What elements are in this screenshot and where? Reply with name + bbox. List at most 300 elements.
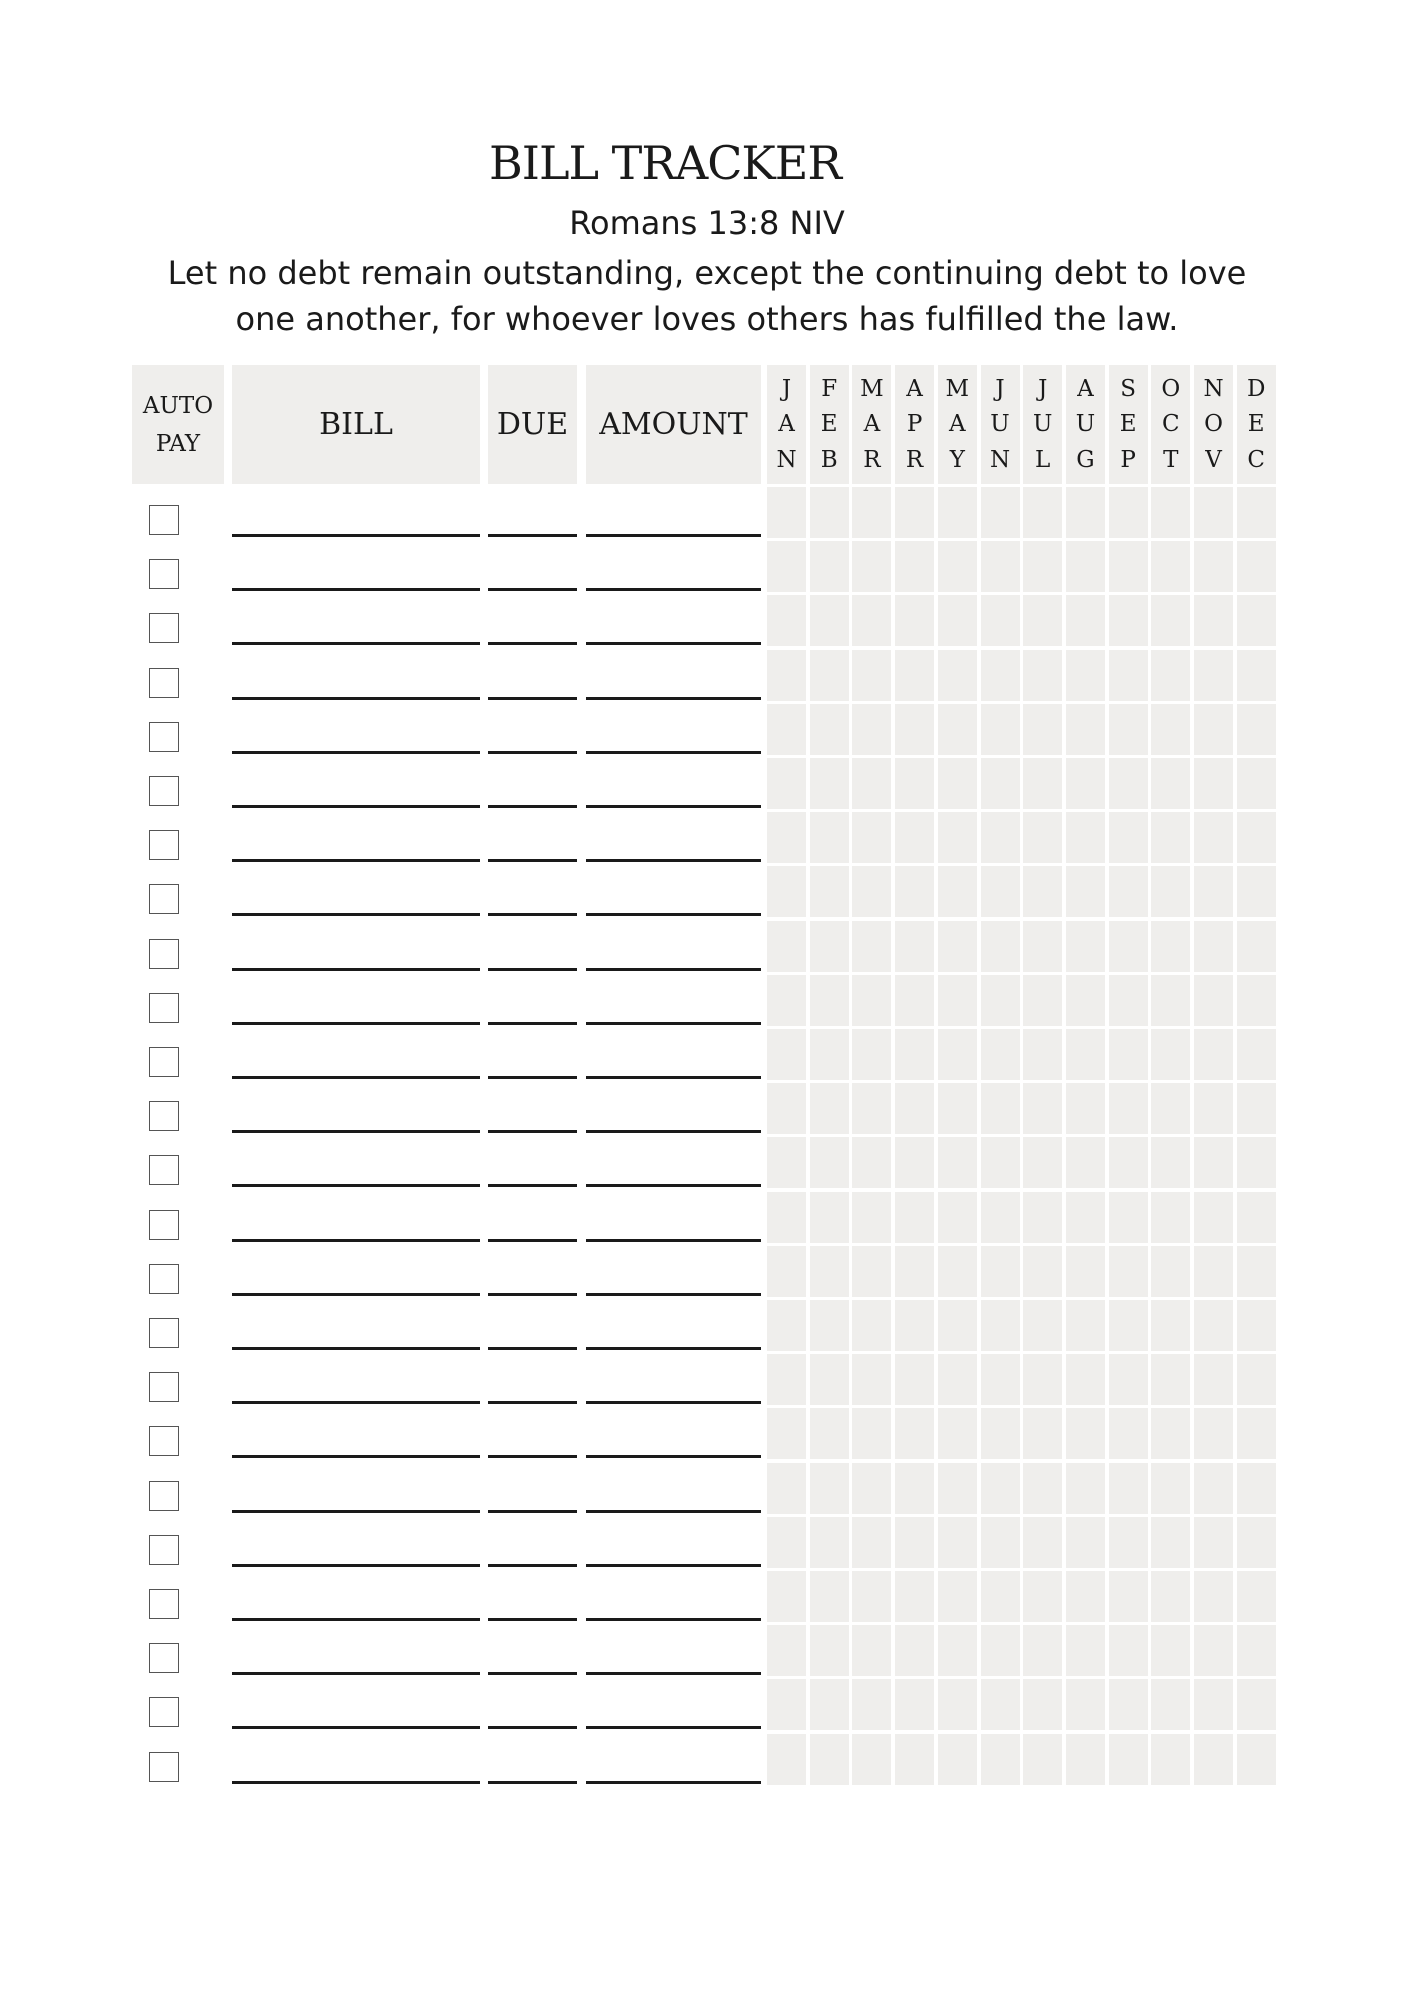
paid-cell-nov[interactable] bbox=[1194, 1192, 1233, 1243]
paid-cell-nov[interactable] bbox=[1194, 704, 1233, 755]
paid-cell-jul[interactable] bbox=[1023, 1734, 1062, 1785]
paid-cell-feb[interactable] bbox=[810, 1300, 849, 1351]
paid-cell-jun[interactable] bbox=[981, 758, 1020, 809]
paid-cell-feb[interactable] bbox=[810, 1192, 849, 1243]
paid-cell-feb[interactable] bbox=[810, 1734, 849, 1785]
paid-cell-dec[interactable] bbox=[1237, 1463, 1276, 1514]
due-line[interactable] bbox=[488, 1455, 577, 1458]
paid-cell-mar[interactable] bbox=[852, 1679, 891, 1730]
amount-line[interactable] bbox=[586, 1076, 761, 1079]
paid-cell-aug[interactable] bbox=[1066, 1463, 1105, 1514]
paid-cell-aug[interactable] bbox=[1066, 921, 1105, 972]
paid-cell-feb[interactable] bbox=[810, 812, 849, 863]
paid-cell-aug[interactable] bbox=[1066, 487, 1105, 538]
amount-line[interactable] bbox=[586, 642, 761, 645]
paid-cell-may[interactable] bbox=[938, 1517, 977, 1568]
paid-cell-may[interactable] bbox=[938, 1300, 977, 1351]
paid-cell-feb[interactable] bbox=[810, 1029, 849, 1080]
paid-cell-jul[interactable] bbox=[1023, 1029, 1062, 1080]
paid-cell-aug[interactable] bbox=[1066, 812, 1105, 863]
auto-pay-checkbox[interactable] bbox=[149, 613, 179, 643]
paid-cell-jan[interactable] bbox=[767, 1300, 806, 1351]
paid-cell-dec[interactable] bbox=[1237, 1354, 1276, 1405]
amount-line[interactable] bbox=[586, 1510, 761, 1513]
paid-cell-sep[interactable] bbox=[1109, 1354, 1148, 1405]
paid-cell-dec[interactable] bbox=[1237, 1083, 1276, 1134]
paid-cell-mar[interactable] bbox=[852, 975, 891, 1026]
paid-cell-aug[interactable] bbox=[1066, 650, 1105, 701]
paid-cell-may[interactable] bbox=[938, 487, 977, 538]
paid-cell-nov[interactable] bbox=[1194, 1625, 1233, 1676]
paid-cell-nov[interactable] bbox=[1194, 1137, 1233, 1188]
bill-line[interactable] bbox=[232, 805, 480, 808]
paid-cell-mar[interactable] bbox=[852, 541, 891, 592]
paid-cell-may[interactable] bbox=[938, 866, 977, 917]
amount-line[interactable] bbox=[586, 805, 761, 808]
paid-cell-mar[interactable] bbox=[852, 1734, 891, 1785]
paid-cell-jun[interactable] bbox=[981, 975, 1020, 1026]
paid-cell-feb[interactable] bbox=[810, 866, 849, 917]
due-line[interactable] bbox=[488, 1347, 577, 1350]
due-line[interactable] bbox=[488, 1510, 577, 1513]
paid-cell-jul[interactable] bbox=[1023, 1083, 1062, 1134]
bill-line[interactable] bbox=[232, 1184, 480, 1187]
paid-cell-jun[interactable] bbox=[981, 812, 1020, 863]
paid-cell-feb[interactable] bbox=[810, 704, 849, 755]
paid-cell-jul[interactable] bbox=[1023, 1517, 1062, 1568]
paid-cell-oct[interactable] bbox=[1151, 1192, 1190, 1243]
paid-cell-feb[interactable] bbox=[810, 650, 849, 701]
amount-line[interactable] bbox=[586, 1781, 761, 1784]
paid-cell-aug[interactable] bbox=[1066, 704, 1105, 755]
paid-cell-sep[interactable] bbox=[1109, 866, 1148, 917]
paid-cell-may[interactable] bbox=[938, 1734, 977, 1785]
paid-cell-nov[interactable] bbox=[1194, 1029, 1233, 1080]
paid-cell-jan[interactable] bbox=[767, 866, 806, 917]
paid-cell-may[interactable] bbox=[938, 1029, 977, 1080]
paid-cell-jun[interactable] bbox=[981, 1408, 1020, 1459]
paid-cell-may[interactable] bbox=[938, 1625, 977, 1676]
due-line[interactable] bbox=[488, 1293, 577, 1296]
auto-pay-checkbox[interactable] bbox=[149, 1210, 179, 1240]
paid-cell-jun[interactable] bbox=[981, 650, 1020, 701]
auto-pay-checkbox[interactable] bbox=[149, 1481, 179, 1511]
bill-line[interactable] bbox=[232, 642, 480, 645]
paid-cell-aug[interactable] bbox=[1066, 1137, 1105, 1188]
paid-cell-may[interactable] bbox=[938, 595, 977, 646]
due-line[interactable] bbox=[488, 1781, 577, 1784]
paid-cell-apr[interactable] bbox=[895, 1625, 934, 1676]
paid-cell-dec[interactable] bbox=[1237, 487, 1276, 538]
paid-cell-aug[interactable] bbox=[1066, 758, 1105, 809]
amount-line[interactable] bbox=[586, 1130, 761, 1133]
paid-cell-mar[interactable] bbox=[852, 812, 891, 863]
paid-cell-aug[interactable] bbox=[1066, 1734, 1105, 1785]
paid-cell-oct[interactable] bbox=[1151, 758, 1190, 809]
paid-cell-nov[interactable] bbox=[1194, 1083, 1233, 1134]
paid-cell-jan[interactable] bbox=[767, 758, 806, 809]
paid-cell-jul[interactable] bbox=[1023, 975, 1062, 1026]
paid-cell-jan[interactable] bbox=[767, 650, 806, 701]
paid-cell-apr[interactable] bbox=[895, 1137, 934, 1188]
auto-pay-checkbox[interactable] bbox=[149, 993, 179, 1023]
paid-cell-dec[interactable] bbox=[1237, 1029, 1276, 1080]
paid-cell-feb[interactable] bbox=[810, 1083, 849, 1134]
paid-cell-sep[interactable] bbox=[1109, 541, 1148, 592]
paid-cell-oct[interactable] bbox=[1151, 1300, 1190, 1351]
auto-pay-checkbox[interactable] bbox=[149, 1047, 179, 1077]
paid-cell-apr[interactable] bbox=[895, 1083, 934, 1134]
auto-pay-checkbox[interactable] bbox=[149, 1589, 179, 1619]
paid-cell-apr[interactable] bbox=[895, 866, 934, 917]
paid-cell-mar[interactable] bbox=[852, 1463, 891, 1514]
paid-cell-mar[interactable] bbox=[852, 1246, 891, 1297]
paid-cell-mar[interactable] bbox=[852, 1083, 891, 1134]
amount-line[interactable] bbox=[586, 1455, 761, 1458]
paid-cell-jun[interactable] bbox=[981, 1679, 1020, 1730]
paid-cell-jul[interactable] bbox=[1023, 1300, 1062, 1351]
auto-pay-checkbox[interactable] bbox=[149, 1643, 179, 1673]
paid-cell-dec[interactable] bbox=[1237, 812, 1276, 863]
paid-cell-dec[interactable] bbox=[1237, 975, 1276, 1026]
paid-cell-sep[interactable] bbox=[1109, 1571, 1148, 1622]
amount-line[interactable] bbox=[586, 1239, 761, 1242]
paid-cell-aug[interactable] bbox=[1066, 1354, 1105, 1405]
auto-pay-checkbox[interactable] bbox=[149, 884, 179, 914]
paid-cell-jul[interactable] bbox=[1023, 704, 1062, 755]
paid-cell-nov[interactable] bbox=[1194, 921, 1233, 972]
amount-line[interactable] bbox=[586, 1184, 761, 1187]
paid-cell-may[interactable] bbox=[938, 1354, 977, 1405]
paid-cell-dec[interactable] bbox=[1237, 1300, 1276, 1351]
paid-cell-dec[interactable] bbox=[1237, 1246, 1276, 1297]
paid-cell-jul[interactable] bbox=[1023, 1408, 1062, 1459]
paid-cell-apr[interactable] bbox=[895, 595, 934, 646]
due-line[interactable] bbox=[488, 1672, 577, 1675]
paid-cell-dec[interactable] bbox=[1237, 1192, 1276, 1243]
paid-cell-dec[interactable] bbox=[1237, 650, 1276, 701]
due-line[interactable] bbox=[488, 588, 577, 591]
paid-cell-sep[interactable] bbox=[1109, 1408, 1148, 1459]
paid-cell-may[interactable] bbox=[938, 1083, 977, 1134]
paid-cell-nov[interactable] bbox=[1194, 1408, 1233, 1459]
paid-cell-jun[interactable] bbox=[981, 487, 1020, 538]
due-line[interactable] bbox=[488, 1184, 577, 1187]
paid-cell-oct[interactable] bbox=[1151, 1734, 1190, 1785]
amount-line[interactable] bbox=[586, 913, 761, 916]
paid-cell-jul[interactable] bbox=[1023, 1354, 1062, 1405]
paid-cell-oct[interactable] bbox=[1151, 1354, 1190, 1405]
due-line[interactable] bbox=[488, 534, 577, 537]
amount-line[interactable] bbox=[586, 1347, 761, 1350]
paid-cell-dec[interactable] bbox=[1237, 1679, 1276, 1730]
paid-cell-apr[interactable] bbox=[895, 1679, 934, 1730]
amount-line[interactable] bbox=[586, 1618, 761, 1621]
paid-cell-sep[interactable] bbox=[1109, 1192, 1148, 1243]
paid-cell-may[interactable] bbox=[938, 541, 977, 592]
paid-cell-jan[interactable] bbox=[767, 1246, 806, 1297]
auto-pay-checkbox[interactable] bbox=[149, 1426, 179, 1456]
paid-cell-dec[interactable] bbox=[1237, 595, 1276, 646]
paid-cell-aug[interactable] bbox=[1066, 1571, 1105, 1622]
auto-pay-checkbox[interactable] bbox=[149, 1697, 179, 1727]
paid-cell-mar[interactable] bbox=[852, 866, 891, 917]
auto-pay-checkbox[interactable] bbox=[149, 1101, 179, 1131]
paid-cell-mar[interactable] bbox=[852, 1571, 891, 1622]
paid-cell-jun[interactable] bbox=[981, 1463, 1020, 1514]
bill-line[interactable] bbox=[232, 859, 480, 862]
paid-cell-sep[interactable] bbox=[1109, 1300, 1148, 1351]
paid-cell-feb[interactable] bbox=[810, 1679, 849, 1730]
paid-cell-jan[interactable] bbox=[767, 541, 806, 592]
paid-cell-may[interactable] bbox=[938, 1246, 977, 1297]
paid-cell-aug[interactable] bbox=[1066, 1408, 1105, 1459]
paid-cell-may[interactable] bbox=[938, 812, 977, 863]
paid-cell-nov[interactable] bbox=[1194, 1679, 1233, 1730]
paid-cell-oct[interactable] bbox=[1151, 1246, 1190, 1297]
paid-cell-apr[interactable] bbox=[895, 758, 934, 809]
paid-cell-feb[interactable] bbox=[810, 1571, 849, 1622]
paid-cell-aug[interactable] bbox=[1066, 975, 1105, 1026]
paid-cell-oct[interactable] bbox=[1151, 1625, 1190, 1676]
amount-line[interactable] bbox=[586, 588, 761, 591]
paid-cell-aug[interactable] bbox=[1066, 595, 1105, 646]
paid-cell-jan[interactable] bbox=[767, 1463, 806, 1514]
paid-cell-mar[interactable] bbox=[852, 758, 891, 809]
amount-line[interactable] bbox=[586, 968, 761, 971]
paid-cell-dec[interactable] bbox=[1237, 1625, 1276, 1676]
paid-cell-oct[interactable] bbox=[1151, 487, 1190, 538]
paid-cell-aug[interactable] bbox=[1066, 866, 1105, 917]
paid-cell-may[interactable] bbox=[938, 704, 977, 755]
paid-cell-nov[interactable] bbox=[1194, 866, 1233, 917]
paid-cell-sep[interactable] bbox=[1109, 1137, 1148, 1188]
paid-cell-jul[interactable] bbox=[1023, 758, 1062, 809]
amount-line[interactable] bbox=[586, 1401, 761, 1404]
bill-line[interactable] bbox=[232, 968, 480, 971]
due-line[interactable] bbox=[488, 697, 577, 700]
paid-cell-mar[interactable] bbox=[852, 1408, 891, 1459]
paid-cell-apr[interactable] bbox=[895, 650, 934, 701]
paid-cell-jun[interactable] bbox=[981, 1246, 1020, 1297]
paid-cell-dec[interactable] bbox=[1237, 1408, 1276, 1459]
paid-cell-apr[interactable] bbox=[895, 1517, 934, 1568]
due-line[interactable] bbox=[488, 751, 577, 754]
bill-line[interactable] bbox=[232, 1239, 480, 1242]
paid-cell-nov[interactable] bbox=[1194, 541, 1233, 592]
due-line[interactable] bbox=[488, 1618, 577, 1621]
bill-line[interactable] bbox=[232, 1672, 480, 1675]
bill-line[interactable] bbox=[232, 1726, 480, 1729]
paid-cell-jan[interactable] bbox=[767, 975, 806, 1026]
paid-cell-jul[interactable] bbox=[1023, 595, 1062, 646]
paid-cell-jun[interactable] bbox=[981, 704, 1020, 755]
paid-cell-apr[interactable] bbox=[895, 812, 934, 863]
paid-cell-dec[interactable] bbox=[1237, 866, 1276, 917]
amount-line[interactable] bbox=[586, 859, 761, 862]
paid-cell-mar[interactable] bbox=[852, 595, 891, 646]
paid-cell-oct[interactable] bbox=[1151, 650, 1190, 701]
paid-cell-apr[interactable] bbox=[895, 1354, 934, 1405]
paid-cell-nov[interactable] bbox=[1194, 1571, 1233, 1622]
paid-cell-dec[interactable] bbox=[1237, 1734, 1276, 1785]
paid-cell-mar[interactable] bbox=[852, 704, 891, 755]
paid-cell-oct[interactable] bbox=[1151, 704, 1190, 755]
paid-cell-jul[interactable] bbox=[1023, 1625, 1062, 1676]
paid-cell-oct[interactable] bbox=[1151, 1408, 1190, 1459]
auto-pay-checkbox[interactable] bbox=[149, 830, 179, 860]
paid-cell-aug[interactable] bbox=[1066, 1517, 1105, 1568]
paid-cell-oct[interactable] bbox=[1151, 1137, 1190, 1188]
paid-cell-sep[interactable] bbox=[1109, 1734, 1148, 1785]
paid-cell-oct[interactable] bbox=[1151, 1571, 1190, 1622]
paid-cell-jun[interactable] bbox=[981, 1083, 1020, 1134]
paid-cell-jun[interactable] bbox=[981, 1625, 1020, 1676]
paid-cell-mar[interactable] bbox=[852, 1300, 891, 1351]
paid-cell-feb[interactable] bbox=[810, 975, 849, 1026]
paid-cell-sep[interactable] bbox=[1109, 1463, 1148, 1514]
paid-cell-apr[interactable] bbox=[895, 1300, 934, 1351]
paid-cell-jul[interactable] bbox=[1023, 866, 1062, 917]
paid-cell-jun[interactable] bbox=[981, 866, 1020, 917]
bill-line[interactable] bbox=[232, 697, 480, 700]
paid-cell-jul[interactable] bbox=[1023, 812, 1062, 863]
paid-cell-jan[interactable] bbox=[767, 487, 806, 538]
paid-cell-apr[interactable] bbox=[895, 1408, 934, 1459]
paid-cell-mar[interactable] bbox=[852, 1625, 891, 1676]
paid-cell-nov[interactable] bbox=[1194, 812, 1233, 863]
auto-pay-checkbox[interactable] bbox=[149, 1264, 179, 1294]
paid-cell-nov[interactable] bbox=[1194, 1463, 1233, 1514]
due-line[interactable] bbox=[488, 1239, 577, 1242]
paid-cell-feb[interactable] bbox=[810, 541, 849, 592]
paid-cell-aug[interactable] bbox=[1066, 1679, 1105, 1730]
paid-cell-jan[interactable] bbox=[767, 595, 806, 646]
paid-cell-nov[interactable] bbox=[1194, 758, 1233, 809]
paid-cell-aug[interactable] bbox=[1066, 541, 1105, 592]
paid-cell-oct[interactable] bbox=[1151, 975, 1190, 1026]
auto-pay-checkbox[interactable] bbox=[149, 939, 179, 969]
bill-line[interactable] bbox=[232, 1293, 480, 1296]
paid-cell-nov[interactable] bbox=[1194, 1734, 1233, 1785]
paid-cell-oct[interactable] bbox=[1151, 866, 1190, 917]
paid-cell-mar[interactable] bbox=[852, 487, 891, 538]
paid-cell-oct[interactable] bbox=[1151, 1679, 1190, 1730]
paid-cell-jun[interactable] bbox=[981, 921, 1020, 972]
bill-line[interactable] bbox=[232, 1347, 480, 1350]
paid-cell-jan[interactable] bbox=[767, 1571, 806, 1622]
paid-cell-aug[interactable] bbox=[1066, 1192, 1105, 1243]
paid-cell-sep[interactable] bbox=[1109, 1517, 1148, 1568]
amount-line[interactable] bbox=[586, 1726, 761, 1729]
due-line[interactable] bbox=[488, 913, 577, 916]
paid-cell-sep[interactable] bbox=[1109, 1679, 1148, 1730]
auto-pay-checkbox[interactable] bbox=[149, 722, 179, 752]
auto-pay-checkbox[interactable] bbox=[149, 1372, 179, 1402]
auto-pay-checkbox[interactable] bbox=[149, 1318, 179, 1348]
bill-line[interactable] bbox=[232, 1130, 480, 1133]
bill-line[interactable] bbox=[232, 1564, 480, 1567]
paid-cell-feb[interactable] bbox=[810, 595, 849, 646]
paid-cell-apr[interactable] bbox=[895, 1246, 934, 1297]
paid-cell-jan[interactable] bbox=[767, 1137, 806, 1188]
paid-cell-mar[interactable] bbox=[852, 1192, 891, 1243]
paid-cell-feb[interactable] bbox=[810, 1463, 849, 1514]
paid-cell-jun[interactable] bbox=[981, 1571, 1020, 1622]
paid-cell-jul[interactable] bbox=[1023, 487, 1062, 538]
amount-line[interactable] bbox=[586, 751, 761, 754]
paid-cell-jan[interactable] bbox=[767, 1192, 806, 1243]
auto-pay-checkbox[interactable] bbox=[149, 1752, 179, 1782]
paid-cell-jan[interactable] bbox=[767, 1734, 806, 1785]
paid-cell-nov[interactable] bbox=[1194, 650, 1233, 701]
paid-cell-apr[interactable] bbox=[895, 704, 934, 755]
paid-cell-aug[interactable] bbox=[1066, 1029, 1105, 1080]
paid-cell-aug[interactable] bbox=[1066, 1246, 1105, 1297]
paid-cell-sep[interactable] bbox=[1109, 1083, 1148, 1134]
paid-cell-aug[interactable] bbox=[1066, 1625, 1105, 1676]
paid-cell-apr[interactable] bbox=[895, 1029, 934, 1080]
paid-cell-sep[interactable] bbox=[1109, 1029, 1148, 1080]
paid-cell-feb[interactable] bbox=[810, 487, 849, 538]
paid-cell-oct[interactable] bbox=[1151, 812, 1190, 863]
amount-line[interactable] bbox=[586, 697, 761, 700]
amount-line[interactable] bbox=[586, 1672, 761, 1675]
auto-pay-checkbox[interactable] bbox=[149, 1535, 179, 1565]
paid-cell-jan[interactable] bbox=[767, 1354, 806, 1405]
due-line[interactable] bbox=[488, 642, 577, 645]
paid-cell-sep[interactable] bbox=[1109, 1246, 1148, 1297]
paid-cell-may[interactable] bbox=[938, 650, 977, 701]
bill-line[interactable] bbox=[232, 534, 480, 537]
paid-cell-dec[interactable] bbox=[1237, 1137, 1276, 1188]
paid-cell-jan[interactable] bbox=[767, 1408, 806, 1459]
paid-cell-feb[interactable] bbox=[810, 1354, 849, 1405]
paid-cell-may[interactable] bbox=[938, 975, 977, 1026]
paid-cell-feb[interactable] bbox=[810, 1246, 849, 1297]
paid-cell-jun[interactable] bbox=[981, 541, 1020, 592]
paid-cell-nov[interactable] bbox=[1194, 975, 1233, 1026]
paid-cell-jan[interactable] bbox=[767, 812, 806, 863]
paid-cell-feb[interactable] bbox=[810, 1408, 849, 1459]
paid-cell-may[interactable] bbox=[938, 1408, 977, 1459]
paid-cell-jul[interactable] bbox=[1023, 1679, 1062, 1730]
paid-cell-sep[interactable] bbox=[1109, 1625, 1148, 1676]
due-line[interactable] bbox=[488, 1401, 577, 1404]
auto-pay-checkbox[interactable] bbox=[149, 668, 179, 698]
paid-cell-sep[interactable] bbox=[1109, 975, 1148, 1026]
auto-pay-checkbox[interactable] bbox=[149, 505, 179, 535]
paid-cell-dec[interactable] bbox=[1237, 1571, 1276, 1622]
paid-cell-oct[interactable] bbox=[1151, 921, 1190, 972]
auto-pay-checkbox[interactable] bbox=[149, 1155, 179, 1185]
paid-cell-sep[interactable] bbox=[1109, 704, 1148, 755]
paid-cell-jun[interactable] bbox=[981, 1192, 1020, 1243]
due-line[interactable] bbox=[488, 859, 577, 862]
paid-cell-jan[interactable] bbox=[767, 1625, 806, 1676]
paid-cell-nov[interactable] bbox=[1194, 595, 1233, 646]
paid-cell-mar[interactable] bbox=[852, 1029, 891, 1080]
paid-cell-oct[interactable] bbox=[1151, 595, 1190, 646]
paid-cell-aug[interactable] bbox=[1066, 1083, 1105, 1134]
paid-cell-apr[interactable] bbox=[895, 921, 934, 972]
paid-cell-may[interactable] bbox=[938, 1463, 977, 1514]
paid-cell-dec[interactable] bbox=[1237, 541, 1276, 592]
due-line[interactable] bbox=[488, 1564, 577, 1567]
bill-line[interactable] bbox=[232, 1618, 480, 1621]
due-line[interactable] bbox=[488, 1726, 577, 1729]
paid-cell-mar[interactable] bbox=[852, 1517, 891, 1568]
